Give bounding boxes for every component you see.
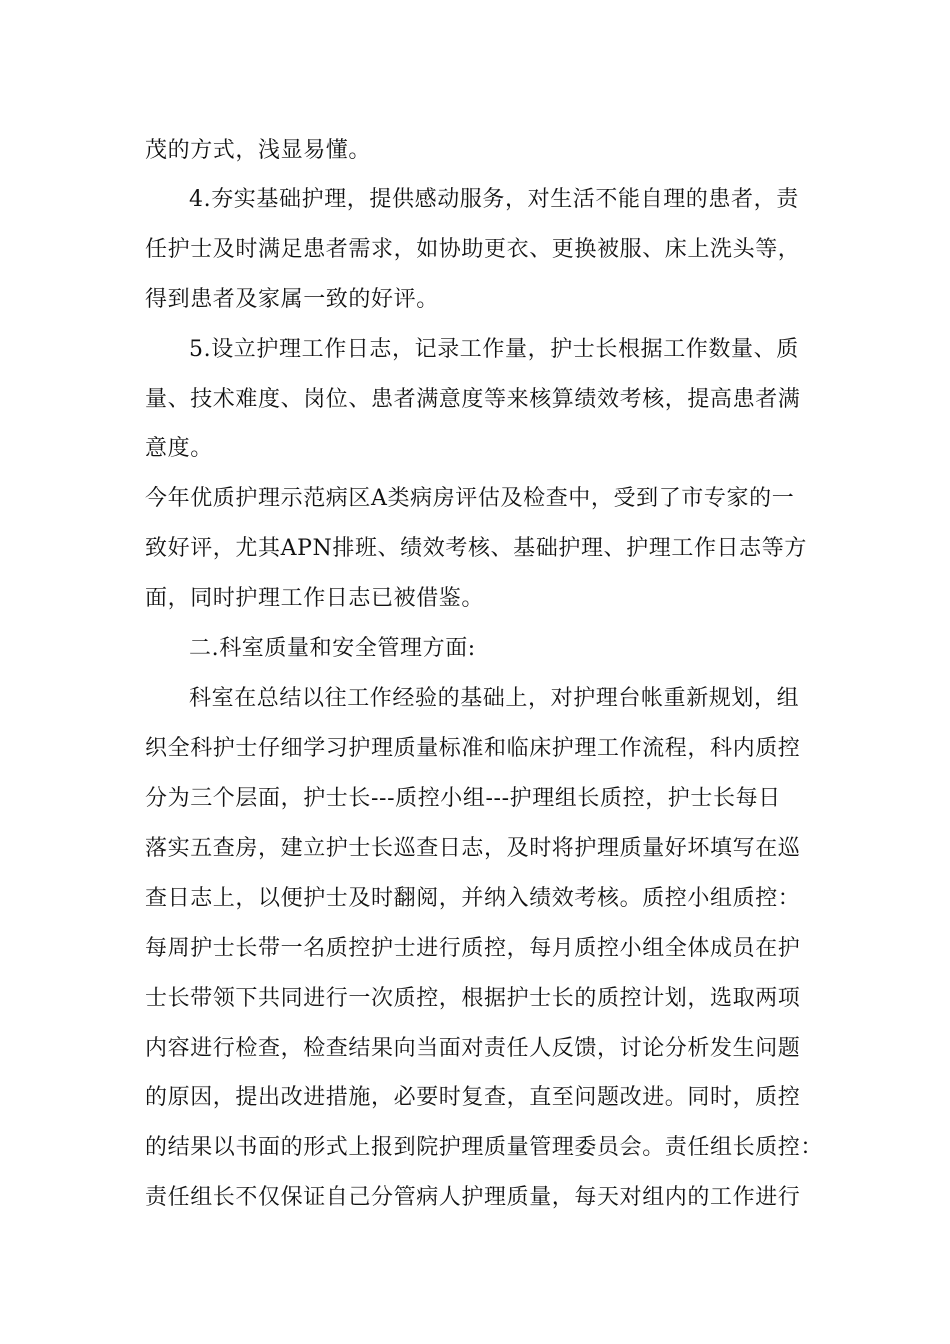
- text-line: 的结果以书面的形式上报到院护理质量管理委员会。责任组长质控：: [145, 1135, 824, 1160]
- text-line: 致好评，尤其APN排班、绩效考核、基础护理、护理工作日志等方: [145, 536, 807, 561]
- text-line: 今年优质护理示范病区A类病房评估及检查中，受到了市专家的一: [145, 486, 795, 511]
- text-line: 的原因，提出改进措施，必要时复查，直至问题改进。同时，质控: [145, 1085, 801, 1110]
- text-line: 科室在总结以往工作经验的基础上，对护理台帐重新规划，组: [189, 686, 800, 711]
- text-line: 4.夯实基础护理，提供感动服务，对生活不能自理的患者，责: [189, 187, 799, 212]
- section-heading: 二.科室质量和安全管理方面:: [189, 636, 476, 661]
- text-line: 得到患者及家属一致的好评。: [145, 287, 439, 312]
- text-line: 茂的方式，浅显易懂。: [145, 138, 372, 163]
- text-line: 内容进行检查，检查结果向当面对责任人反馈，讨论分析发生问题: [145, 1036, 801, 1061]
- text-line: 织全科护士仔细学习护理质量标准和临床护理工作流程，科内质控: [145, 736, 801, 761]
- text-line: 士长带领下共同进行一次质控，根据护士长的质控计划，选取两项: [145, 986, 801, 1011]
- text-line: 5.设立护理工作日志，记录工作量，护士长根据工作数量、质: [189, 337, 799, 362]
- text-line: 量、技术难度、岗位、患者满意度等来核算绩效考核，提高患者满: [145, 387, 801, 412]
- text-line: 任护士及时满足患者需求，如协助更衣、更换被服、床上洗头等，: [145, 237, 801, 262]
- text-line: 责任组长不仅保证自己分管病人护理质量，每天对组内的工作进行: [145, 1185, 801, 1210]
- text-line: 落实五查房，建立护士长巡查日志，及时将护理质量好坏填写在巡: [145, 836, 801, 861]
- text-line: 每周护士长带一名质控护士进行质控，每月质控小组全体成员在护: [145, 936, 801, 961]
- text-line: 面，同时护理工作日志已被借鉴。: [145, 586, 485, 611]
- text-line: 查日志上，以便护士及时翻阅，并纳入绩效考核。质控小组质控：: [145, 886, 801, 911]
- text-line: 分为三个层面，护士长---质控小组---护理组长质控，护士长每日: [145, 786, 781, 811]
- text-line: 意度。: [145, 436, 213, 461]
